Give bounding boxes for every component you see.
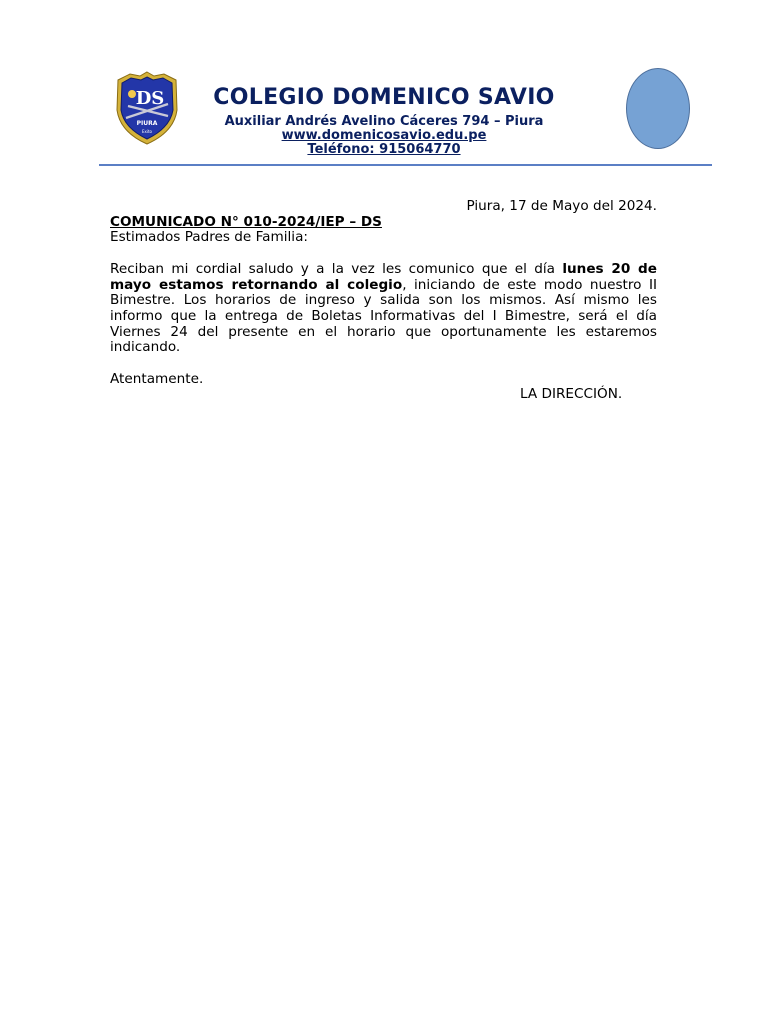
letter-reference: COMUNICADO N° 010-2024/IEP – DS bbox=[110, 213, 382, 230]
school-logo bbox=[112, 70, 182, 146]
logo-city: PIURA bbox=[136, 120, 158, 127]
header-divider bbox=[99, 164, 712, 166]
shield-crest-icon bbox=[112, 70, 182, 146]
logo-monogram: DS bbox=[135, 88, 165, 109]
logo-motto: Exito bbox=[141, 129, 153, 134]
school-address: Auxiliar Andrés Avelino Cáceres 794 – Piura bbox=[224, 114, 544, 129]
letter-date: Piura, 17 de Mayo del 2024. bbox=[466, 198, 657, 214]
letter-signature: LA DIRECCIÓN. bbox=[520, 386, 623, 403]
paragraph-rest: , iniciando de este modo nuestro II Bimestre. Los horarios de ingreso y salida son los mismos. Así mismo les informo que la entrega de Boletas Informativas del I Bimestre, será el día Viernes 24 del presente en el horario que oportunamente les estaremos indicando. bbox=[110, 276, 657, 356]
letter-paragraph bbox=[110, 262, 657, 356]
letter-greeting: Estimados Padres de Familia: bbox=[110, 229, 308, 246]
letter-body bbox=[110, 199, 657, 403]
decorative-oval bbox=[626, 68, 690, 149]
letterhead bbox=[190, 84, 578, 157]
paragraph-intro: Reciban mi cordial saludo y a la vez les comunico que el día bbox=[110, 260, 563, 277]
school-website-link[interactable]: www.domenicosavio.edu.pe bbox=[281, 128, 487, 143]
paragraph-highlight: lunes 20 de mayo estamos retornando al colegio bbox=[110, 260, 657, 293]
school-phone: Teléfono: 915064770 bbox=[307, 142, 461, 157]
school-name: COLEGIO DOMENICO SAVIO bbox=[213, 85, 555, 110]
letter-closing: Atentamente. bbox=[110, 370, 204, 387]
